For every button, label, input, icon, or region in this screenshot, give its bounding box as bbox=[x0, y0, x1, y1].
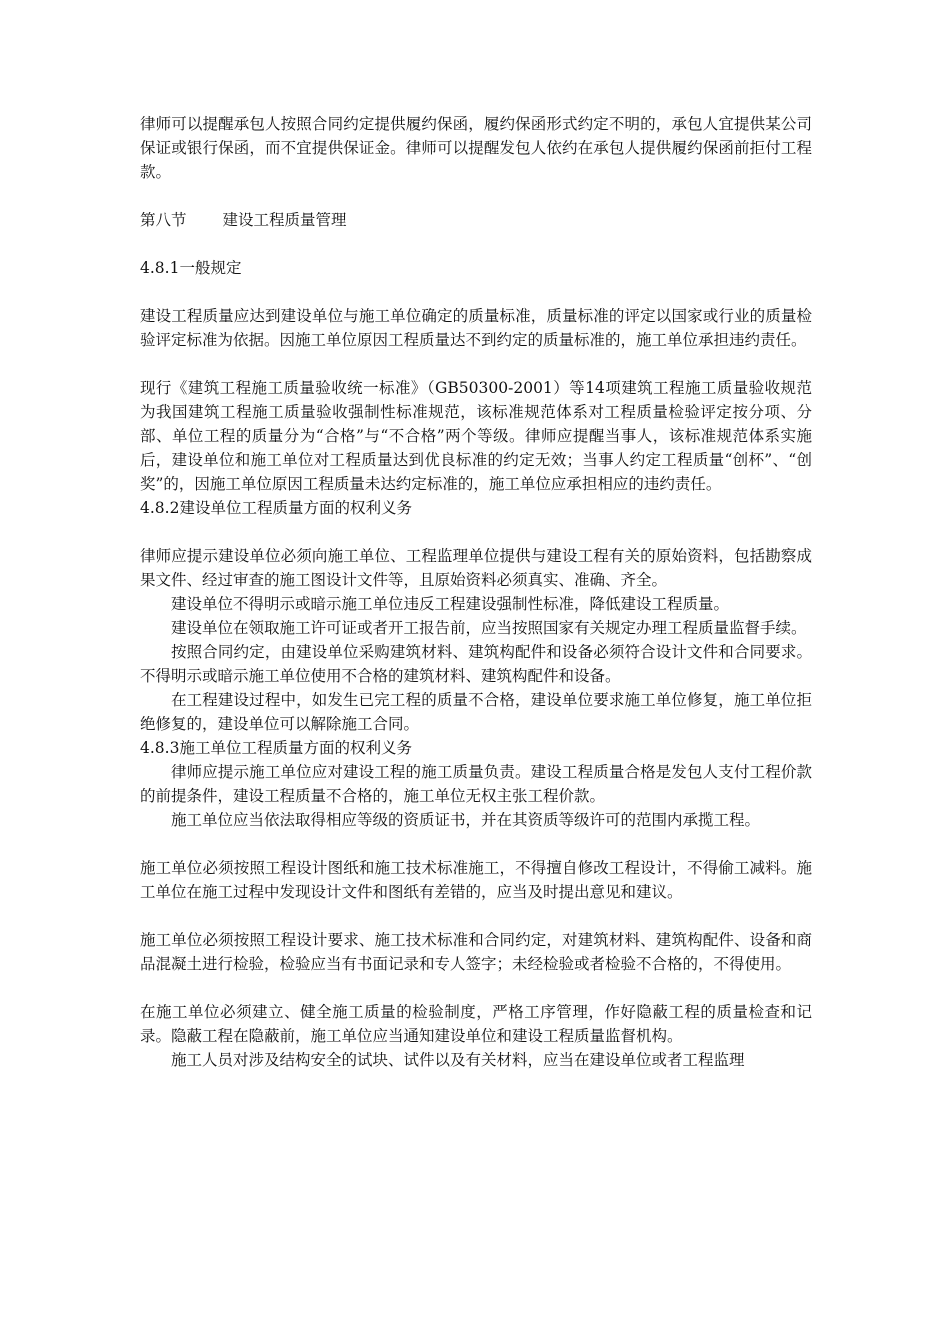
subsection-heading-4-8-2: 4.8.2建设单位工程质量方面的权利义务 bbox=[140, 499, 412, 517]
paragraph: 施工单位应当依法取得相应等级的资质证书，并在其资质等级许可的范围内承揽工程。 bbox=[171, 811, 761, 829]
paragraph: 律师可以提醒承包人按照合同约定提供履约保函，履约保函形式约定不明的，承包人宜提供某公司保证或银行保函，而不宜提供保证金。律师可以提醒发包人依约在承包人提供履约保函前拒付工程款。 bbox=[140, 115, 812, 181]
paragraph: 按照合同约定，由建设单位采购建筑材料、建筑构配件和设备必须符合设计文件和合同要求。不得明示或暗示施工单位使用不合格的建筑材料、建筑构配件和设备。 bbox=[140, 643, 812, 685]
paragraph: 建设单位不得明示或暗示施工单位违反工程建设强制性标准，降低建设工程质量。 bbox=[171, 595, 730, 613]
section-heading bbox=[140, 208, 812, 232]
paragraph: 施工人员对涉及结构安全的试块、试件以及有关材料，应当在建设单位或者工程监理 bbox=[171, 1051, 745, 1069]
paragraph: 建设单位在领取施工许可证或者开工报告前，应当按照国家有关规定办理工程质量监督手续。 bbox=[171, 619, 807, 637]
paragraph: 律师应提示施工单位应对建设工程的施工质量负责。建设工程质量合格是发包人支付工程价款的前提条件，建设工程质量不合格的，施工单位无权主张工程价款。 bbox=[140, 763, 812, 805]
document-page bbox=[140, 112, 812, 1072]
section-number: 第八节 bbox=[140, 211, 187, 229]
section-title: 建设工程质量管理 bbox=[222, 211, 347, 229]
paragraph: 在工程建设过程中，如发生已完工程的质量不合格，建设单位要求施工单位修复，施工单位拒绝修复的，建设单位可以解除施工合同。 bbox=[140, 691, 812, 733]
paragraph: 现行《建筑工程施工质量验收统一标准》（GB50300-2001）等14项建筑工程施工质量验收规范为我国建筑工程施工质量验收强制性标准规范，该标准规范体系对工程质量检验评定按分项、分部、单位工程的质量分为“合格”与“不合格”两个等级。律师应提醒当事人，该标准规范体系实施后，建设单位和施工单位对工程质量达到优良标准的约定无效；当事人约定工程质量“创杯”、“创奖”的，因施工单位原因工程质量未达约定标准的，施工单位应承担相应的违约责任。 bbox=[140, 379, 812, 493]
paragraph: 施工单位必须按照工程设计要求、施工技术标准和合同约定，对建筑材料、建筑构配件、设备和商品混凝土进行检验，检验应当有书面记录和专人签字；未经检验或者检验不合格的，不得使用。 bbox=[140, 931, 812, 973]
subsection-heading-4-8-3: 4.8.3施工单位工程质量方面的权利义务 bbox=[140, 739, 412, 757]
paragraph: 建设工程质量应达到建设单位与施工单位确定的质量标准，质量标准的评定以国家或行业的质量检验评定标准为依据。因施工单位原因工程质量达不到约定的质量标准的，施工单位承担违约责任。 bbox=[140, 307, 812, 349]
subsection-heading-4-8-1: 4.8.1一般规定 bbox=[140, 259, 242, 277]
paragraph: 律师应提示建设单位必须向施工单位、工程监理单位提供与建设工程有关的原始资料，包括勘察成果文件、经过审查的施工图设计文件等，且原始资料必须真实、准确、齐全。 bbox=[140, 547, 812, 589]
paragraph: 施工单位必须按照工程设计图纸和施工技术标准施工，不得擅自修改工程设计，不得偷工减料。施工单位在施工过程中发现设计文件和图纸有差错的，应当及时提出意见和建议。 bbox=[140, 859, 812, 901]
paragraph: 在施工单位必须建立、健全施工质量的检验制度，严格工序管理，作好隐蔽工程的质量检查和记录。隐蔽工程在隐蔽前，施工单位应当通知建设单位和建设工程质量监督机构。 bbox=[140, 1003, 812, 1045]
